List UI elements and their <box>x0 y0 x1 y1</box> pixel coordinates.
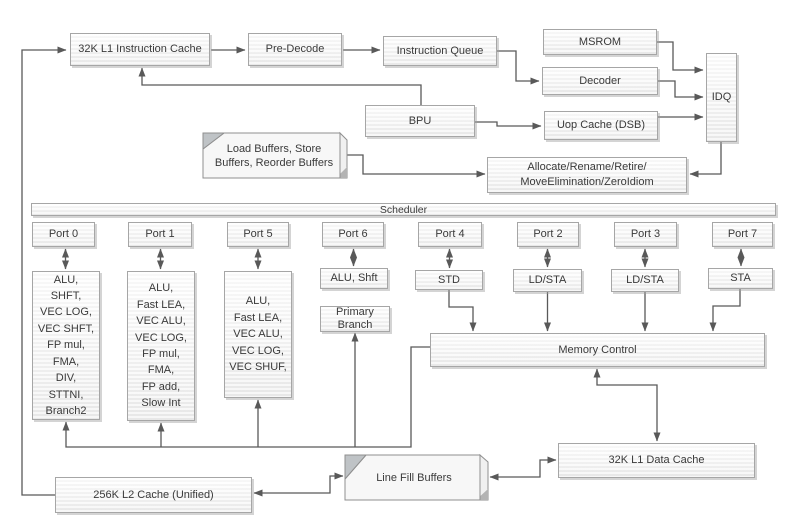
arrow-std-to-memctl <box>449 290 473 331</box>
unit-label: VEC LOG, <box>232 344 284 357</box>
unit-label: FMA, <box>52 355 80 368</box>
port-3-box: Port 3 <box>614 222 677 247</box>
port-1-units-box <box>127 271 195 421</box>
arrow-bpu-to-l1i <box>142 68 421 105</box>
unit-label: ALU, <box>148 282 174 295</box>
l1-instruction-cache-box: 32K L1 Instruction Cache <box>70 33 210 66</box>
memory-control-box: Memory Control <box>430 333 765 367</box>
arrow-idq-to-allocate <box>690 142 721 174</box>
unit-label: Slow Int <box>141 397 181 410</box>
port-2-box: Port 2 <box>517 222 579 247</box>
load-buffers-line1: Load Buffers, Store <box>226 143 322 155</box>
allocate-line1: Allocate/Rename/Retire/ <box>527 161 647 173</box>
port-5-units-box <box>224 271 292 398</box>
bpu-box: BPU <box>365 105 475 137</box>
arrow-l2-lfb <box>254 476 343 493</box>
unit-label: Fast LEA, <box>233 311 283 324</box>
unit-label: FMA, <box>147 364 175 377</box>
port-1-box: Port 1 <box>128 222 192 247</box>
unit-label: STTNI, <box>48 388 84 401</box>
port-5-box: Port 5 <box>227 222 289 247</box>
sta-box: STA <box>708 268 773 289</box>
unit-label: VEC ALU, <box>136 315 186 328</box>
arrow-decoder-to-idq <box>658 81 703 97</box>
pre-decode-box: Pre-Decode <box>248 33 342 66</box>
arrow-buffers-to-allocate <box>347 155 485 174</box>
unit-label: FP mul, <box>47 339 85 352</box>
unit-label: VEC SHUF, <box>229 361 287 374</box>
l2-cache-box: 256K L2 Cache (Unified) <box>55 477 252 513</box>
arrow-bpu-to-uopcache <box>475 122 541 126</box>
port-0-units-box <box>32 271 100 420</box>
unit-label: VEC SHFT, <box>37 322 95 335</box>
unit-label: FP add, <box>141 380 181 393</box>
unit-label: DIV, <box>55 372 77 385</box>
port-0-box: Port 0 <box>32 222 95 247</box>
port-6-box: Port 6 <box>322 222 384 247</box>
arrow-memctl-l1d <box>597 369 657 441</box>
line-fill-buffers-card-label: Line Fill Buffers <box>376 472 452 484</box>
unit-label: VEC LOG, <box>40 306 92 319</box>
primary-branch-box: Primary Branch <box>320 306 390 332</box>
arrow-iq-to-decoder <box>497 51 539 81</box>
std-box: STD <box>415 270 483 290</box>
msrom-box: MSROM <box>543 29 657 55</box>
load-buffers-line2: Buffers, Reorder Buffers <box>214 157 334 169</box>
unit-label: FP mul, <box>142 348 180 360</box>
arrow-msrom-to-idq <box>657 42 703 70</box>
instruction-queue-box: Instruction Queue <box>383 36 497 66</box>
unit-label: SHFT, <box>50 290 82 303</box>
load-buffers-card-label <box>207 138 341 174</box>
unit-label: ALU, <box>245 295 271 308</box>
scheduler-bar: Scheduler <box>31 203 776 216</box>
arrow-lfb-l1d <box>490 460 556 477</box>
port-7-box: Port 7 <box>712 222 773 247</box>
unit-label: Fast LEA, <box>136 298 186 311</box>
ld-sta-port2-box: LD/STA <box>513 269 582 292</box>
decoder-box: Decoder <box>542 67 658 95</box>
unit-label: VEC LOG, <box>135 331 187 344</box>
idq-box: IDQ <box>706 53 737 142</box>
unit-label: Branch2 <box>45 404 87 417</box>
arrow-sta-to-memctl <box>713 289 740 331</box>
unit-label: VEC ALU, <box>233 328 283 341</box>
port-4-box: Port 4 <box>418 222 482 247</box>
uop-cache-box: Uop Cache (DSB) <box>544 111 658 140</box>
unit-label: ALU, <box>53 273 79 286</box>
ld-sta-port3-box: LD/STA <box>611 269 679 292</box>
allocate-line2: MoveElimination/ZeroIdiom <box>520 176 654 188</box>
l1-data-cache-box: 32K L1 Data Cache <box>558 443 755 478</box>
port-6-alu-shft-box: ALU, Shft <box>320 268 388 289</box>
allocate-rename-box <box>487 157 687 193</box>
